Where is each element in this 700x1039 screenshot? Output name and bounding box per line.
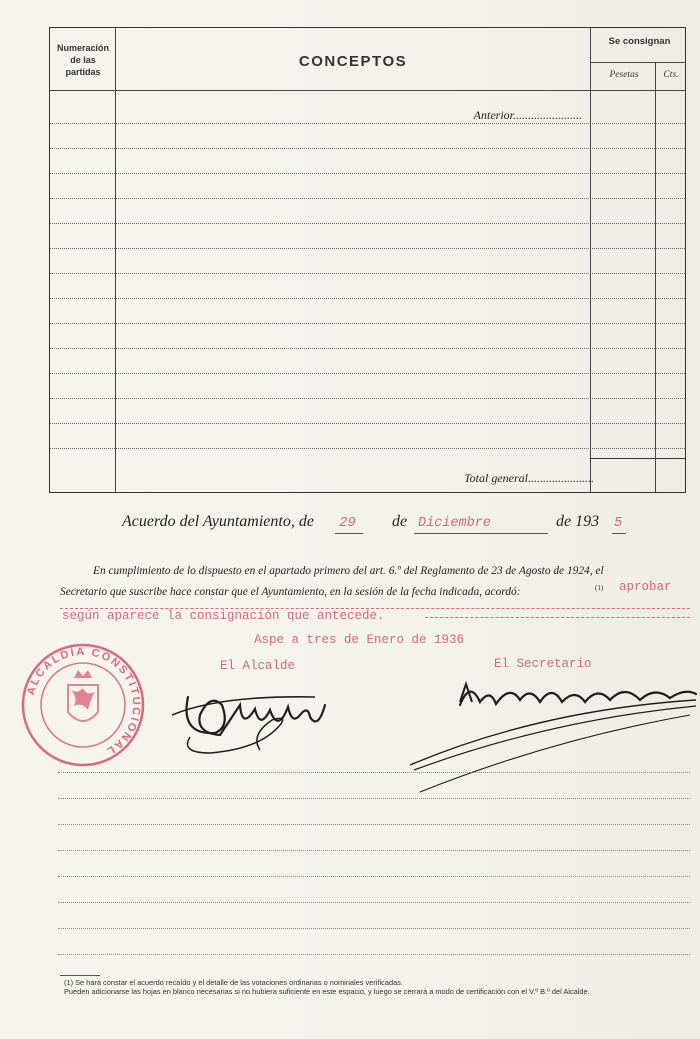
ledger-row-line bbox=[50, 223, 685, 224]
typed-aprobar: aprobar bbox=[619, 580, 672, 594]
ruled-line bbox=[58, 902, 690, 903]
total-general-label: Total general...................... bbox=[464, 471, 594, 485]
ruled-line bbox=[58, 772, 690, 773]
ledger-row-line bbox=[50, 173, 685, 174]
anterior-label: Anterior....................... bbox=[473, 108, 582, 122]
acuerdo-day: 29 bbox=[339, 515, 356, 531]
footnote-ref-mark: (1) bbox=[595, 584, 604, 592]
total-divider bbox=[590, 458, 685, 459]
acuerdo-month: Diciembre bbox=[418, 516, 491, 531]
ruled-line bbox=[58, 928, 690, 929]
coat-of-arms-icon bbox=[68, 670, 98, 721]
acuerdo-year-prefix: de 193 bbox=[556, 513, 600, 530]
footnote-2: Pueden adicionarse las hojas en blanco necesarias si no hubiera suficiente en este espacio, y luego se cerrará a modo de certificación con el V.º B.º del Alcalde. bbox=[64, 987, 590, 996]
col-header-num-line1: Numeración bbox=[56, 43, 109, 53]
ledger-row-line bbox=[50, 198, 685, 199]
ledger-row-line bbox=[50, 323, 685, 324]
ledger-row-line bbox=[50, 248, 685, 249]
paragraph-line2: Secretario que suscribe hace constar que el Ayuntamiento, en la sesión de la fecha indicada, acordó: bbox=[60, 586, 521, 598]
typed-secretario: El Secretario bbox=[494, 657, 592, 671]
acuerdo-de: de bbox=[392, 513, 408, 530]
ledger-row-line bbox=[50, 273, 685, 274]
acuerdo-prefix: Acuerdo del Ayuntamiento, de bbox=[122, 513, 314, 530]
ledger-row-line bbox=[50, 148, 685, 149]
ledger-row-line bbox=[50, 348, 685, 349]
ruled-line bbox=[58, 876, 690, 877]
ledger-row-line bbox=[50, 448, 685, 449]
official-seal-stamp bbox=[18, 640, 148, 770]
typed-dash-line1 bbox=[60, 608, 690, 609]
col-header-se-consignan: Se consignan bbox=[608, 36, 671, 47]
typed-line2: según aparece la consignación que antecede. bbox=[62, 609, 385, 623]
col-header-numeracion bbox=[52, 42, 114, 78]
year-underline bbox=[612, 533, 626, 534]
paragraph-line1: En cumplimiento de lo dispuesto en el apartado primero del art. 6.º del Reglamento de 23 de Agosto de 1924, el bbox=[93, 565, 604, 577]
ruled-line bbox=[58, 798, 690, 799]
ledger-table bbox=[49, 27, 686, 493]
ruled-line bbox=[58, 850, 690, 851]
col-header-num-line2: de las bbox=[70, 55, 96, 65]
ledger-row-line bbox=[50, 298, 685, 299]
col-header-num-line3: partidas bbox=[65, 67, 101, 77]
consignan-divider bbox=[590, 62, 685, 63]
footnote-rule bbox=[60, 975, 100, 976]
ruled-line bbox=[58, 954, 690, 955]
ruled-line bbox=[58, 824, 690, 825]
footnote-1: (1) Se hará constar el acuerdo recaído y el detalle de las votaciones ordinarias o nominales verificadas. bbox=[64, 978, 403, 987]
secretario-signature bbox=[400, 670, 700, 800]
month-underline bbox=[414, 533, 548, 534]
header-divider bbox=[50, 90, 685, 91]
typed-dash-line2 bbox=[425, 617, 690, 618]
ledger-row-line bbox=[50, 398, 685, 399]
ledger-row-line bbox=[50, 423, 685, 424]
typed-alcalde: El Alcalde bbox=[220, 659, 296, 673]
col-header-conceptos: CONCEPTOS bbox=[298, 53, 408, 70]
typed-place-date: Aspe a tres de Enero de 1936 bbox=[254, 633, 465, 647]
ledger-row-line bbox=[50, 123, 685, 124]
col-header-pesetas: Pesetas bbox=[609, 70, 639, 80]
alcalde-signature bbox=[160, 675, 340, 755]
col-header-cts: Cts. bbox=[663, 70, 679, 80]
col-divider-cts bbox=[655, 63, 656, 492]
day-underline bbox=[335, 533, 363, 534]
stamp-text: ALCALDÍA CONSTITUCIONAL bbox=[25, 645, 143, 758]
acuerdo-year-digit: 5 bbox=[614, 515, 623, 531]
ledger-row-line bbox=[50, 373, 685, 374]
